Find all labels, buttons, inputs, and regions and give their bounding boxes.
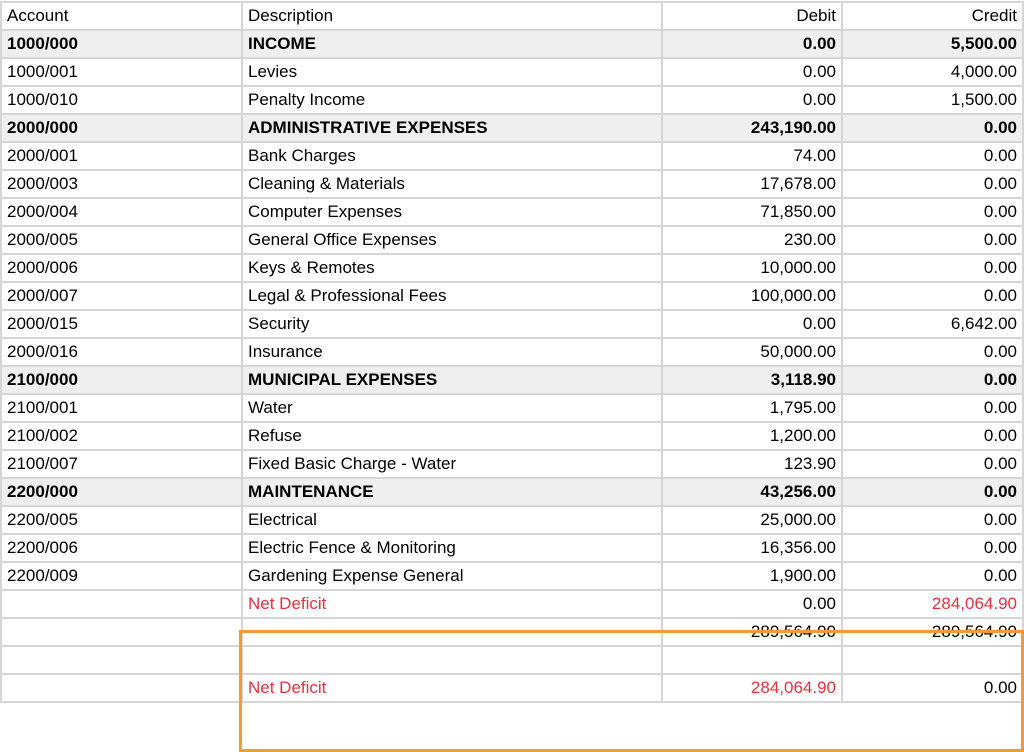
debit-cell[interactable]: 16,356.00 xyxy=(662,534,842,562)
table-row xyxy=(1,170,1023,198)
table-row xyxy=(1,422,1023,450)
debit-cell[interactable]: 0.00 xyxy=(662,86,842,114)
table-row xyxy=(1,562,1023,590)
table-row xyxy=(1,394,1023,422)
credit-cell[interactable]: 0.00 xyxy=(842,142,1023,170)
debit-cell[interactable]: 0.00 xyxy=(662,58,842,86)
header-row xyxy=(1,2,1023,30)
table-row xyxy=(1,450,1023,478)
debit-cell[interactable]: 1,900.00 xyxy=(662,562,842,590)
debit-cell[interactable]: 43,256.00 xyxy=(662,478,842,506)
account-cell[interactable]: 1000/010 xyxy=(1,86,242,114)
credit-cell[interactable]: 0.00 xyxy=(842,170,1023,198)
description-cell[interactable]: INCOME xyxy=(242,30,662,58)
description-cell[interactable]: MUNICIPAL EXPENSES xyxy=(242,366,662,394)
debit-cell[interactable]: 0.00 xyxy=(662,590,842,618)
debit-cell[interactable]: 0.00 xyxy=(662,30,842,58)
credit-cell[interactable]: 0.00 xyxy=(842,338,1023,366)
table-row xyxy=(1,506,1023,534)
account-cell[interactable]: 2200/006 xyxy=(1,534,242,562)
credit-cell[interactable]: 284,064.90 xyxy=(842,590,1023,618)
description-cell[interactable]: Net Deficit xyxy=(242,590,662,618)
debit-cell[interactable]: 284,064.90 xyxy=(662,674,842,702)
table-row xyxy=(1,198,1023,226)
debit-cell[interactable]: 243,190.00 xyxy=(662,114,842,142)
description-cell[interactable]: Insurance xyxy=(242,338,662,366)
credit-cell[interactable]: 0.00 xyxy=(842,282,1023,310)
credit-cell[interactable]: 1,500.00 xyxy=(842,86,1023,114)
debit-cell[interactable]: 123.90 xyxy=(662,450,842,478)
credit-cell[interactable]: 0.00 xyxy=(842,366,1023,394)
account-cell[interactable]: 2100/000 xyxy=(1,366,242,394)
description-cell[interactable]: General Office Expenses xyxy=(242,226,662,254)
account-cell[interactable]: 2000/006 xyxy=(1,254,242,282)
account-cell[interactable]: 2100/007 xyxy=(1,450,242,478)
account-cell[interactable] xyxy=(1,618,242,646)
description-cell[interactable]: Refuse xyxy=(242,422,662,450)
account-cell[interactable]: 2200/009 xyxy=(1,562,242,590)
debit-cell[interactable]: 1,795.00 xyxy=(662,394,842,422)
debit-cell[interactable]: 230.00 xyxy=(662,226,842,254)
account-cell[interactable] xyxy=(1,590,242,618)
debit-cell[interactable]: 74.00 xyxy=(662,142,842,170)
account-cell[interactable]: 2100/001 xyxy=(1,394,242,422)
description-cell[interactable] xyxy=(242,618,662,646)
description-cell[interactable]: Computer Expenses xyxy=(242,198,662,226)
table-row xyxy=(1,534,1023,562)
credit-cell[interactable]: 0.00 xyxy=(842,226,1023,254)
credit-cell[interactable]: 0.00 xyxy=(842,198,1023,226)
credit-cell[interactable]: 6,642.00 xyxy=(842,310,1023,338)
debit-cell[interactable]: 289,564.90 xyxy=(662,618,842,646)
credit-cell[interactable]: 0.00 xyxy=(842,254,1023,282)
group-row xyxy=(1,366,1023,394)
credit-cell[interactable]: 0.00 xyxy=(842,506,1023,534)
credit-cell[interactable]: 5,500.00 xyxy=(842,30,1023,58)
table-row xyxy=(1,226,1023,254)
debit-cell[interactable]: 0.00 xyxy=(662,310,842,338)
credit-cell[interactable]: 0.00 xyxy=(842,394,1023,422)
account-cell[interactable] xyxy=(1,646,242,674)
debit-cell[interactable]: 100,000.00 xyxy=(662,282,842,310)
table-row xyxy=(1,310,1023,338)
table-row xyxy=(1,338,1023,366)
description-cell[interactable]: Security xyxy=(242,310,662,338)
group-row xyxy=(1,30,1023,58)
account-cell[interactable]: 1000/000 xyxy=(1,30,242,58)
credit-cell[interactable]: 0.00 xyxy=(842,674,1023,702)
debit-cell[interactable]: 71,850.00 xyxy=(662,198,842,226)
description-cell[interactable]: Penalty Income xyxy=(242,86,662,114)
description-cell[interactable]: Net Deficit xyxy=(242,674,662,702)
description-cell[interactable]: Gardening Expense General xyxy=(242,562,662,590)
table-row xyxy=(1,142,1023,170)
description-cell[interactable]: Keys & Remotes xyxy=(242,254,662,282)
account-cell[interactable]: 2000/007 xyxy=(1,282,242,310)
debit-cell[interactable]: 25,000.00 xyxy=(662,506,842,534)
table-row xyxy=(1,58,1023,86)
credit-cell[interactable]: 0.00 xyxy=(842,534,1023,562)
description-cell[interactable]: Fixed Basic Charge - Water xyxy=(242,450,662,478)
header-credit[interactable]: Credit xyxy=(842,2,1023,30)
description-cell[interactable] xyxy=(242,646,662,674)
credit-cell[interactable]: 0.00 xyxy=(842,562,1023,590)
description-cell[interactable]: Electrical xyxy=(242,506,662,534)
account-cell[interactable]: 2000/016 xyxy=(1,338,242,366)
credit-cell[interactable]: 0.00 xyxy=(842,478,1023,506)
credit-cell[interactable]: 289,564.90 xyxy=(842,618,1023,646)
description-cell[interactable]: ADMINISTRATIVE EXPENSES xyxy=(242,114,662,142)
credit-cell[interactable] xyxy=(842,646,1023,674)
summary-row xyxy=(1,590,1023,618)
account-cell[interactable]: 2000/015 xyxy=(1,310,242,338)
description-cell[interactable]: Electric Fence & Monitoring xyxy=(242,534,662,562)
header-debit[interactable]: Debit xyxy=(662,2,842,30)
credit-cell[interactable]: 0.00 xyxy=(842,450,1023,478)
debit-cell[interactable]: 10,000.00 xyxy=(662,254,842,282)
debit-cell[interactable]: 50,000.00 xyxy=(662,338,842,366)
account-cell[interactable]: 2000/000 xyxy=(1,114,242,142)
description-cell[interactable]: Legal & Professional Fees xyxy=(242,282,662,310)
debit-cell[interactable] xyxy=(662,646,842,674)
summary-row xyxy=(1,674,1023,702)
account-cell[interactable]: 2000/004 xyxy=(1,198,242,226)
description-cell[interactable]: Levies xyxy=(242,58,662,86)
debit-cell[interactable]: 1,200.00 xyxy=(662,422,842,450)
description-cell[interactable]: Bank Charges xyxy=(242,142,662,170)
description-cell[interactable]: Cleaning & Materials xyxy=(242,170,662,198)
header-account[interactable]: Account xyxy=(1,2,242,30)
account-cell[interactable]: 2000/003 xyxy=(1,170,242,198)
trial-balance-table xyxy=(0,1,1024,703)
credit-cell[interactable]: 4,000.00 xyxy=(842,58,1023,86)
account-cell[interactable] xyxy=(1,674,242,702)
summary-row xyxy=(1,618,1023,646)
credit-cell[interactable]: 0.00 xyxy=(842,422,1023,450)
debit-cell[interactable]: 3,118.90 xyxy=(662,366,842,394)
header-description[interactable]: Description xyxy=(242,2,662,30)
table-row xyxy=(1,282,1023,310)
summary-row xyxy=(1,646,1023,674)
description-cell[interactable]: MAINTENANCE xyxy=(242,478,662,506)
account-cell[interactable]: 2200/005 xyxy=(1,506,242,534)
account-cell[interactable]: 1000/001 xyxy=(1,58,242,86)
debit-cell[interactable]: 17,678.00 xyxy=(662,170,842,198)
account-cell[interactable]: 2100/002 xyxy=(1,422,242,450)
group-row xyxy=(1,478,1023,506)
group-row xyxy=(1,114,1023,142)
table-row xyxy=(1,86,1023,114)
account-cell[interactable]: 2000/005 xyxy=(1,226,242,254)
account-cell[interactable]: 2200/000 xyxy=(1,478,242,506)
account-cell[interactable]: 2000/001 xyxy=(1,142,242,170)
credit-cell[interactable]: 0.00 xyxy=(842,114,1023,142)
table-row xyxy=(1,254,1023,282)
description-cell[interactable]: Water xyxy=(242,394,662,422)
